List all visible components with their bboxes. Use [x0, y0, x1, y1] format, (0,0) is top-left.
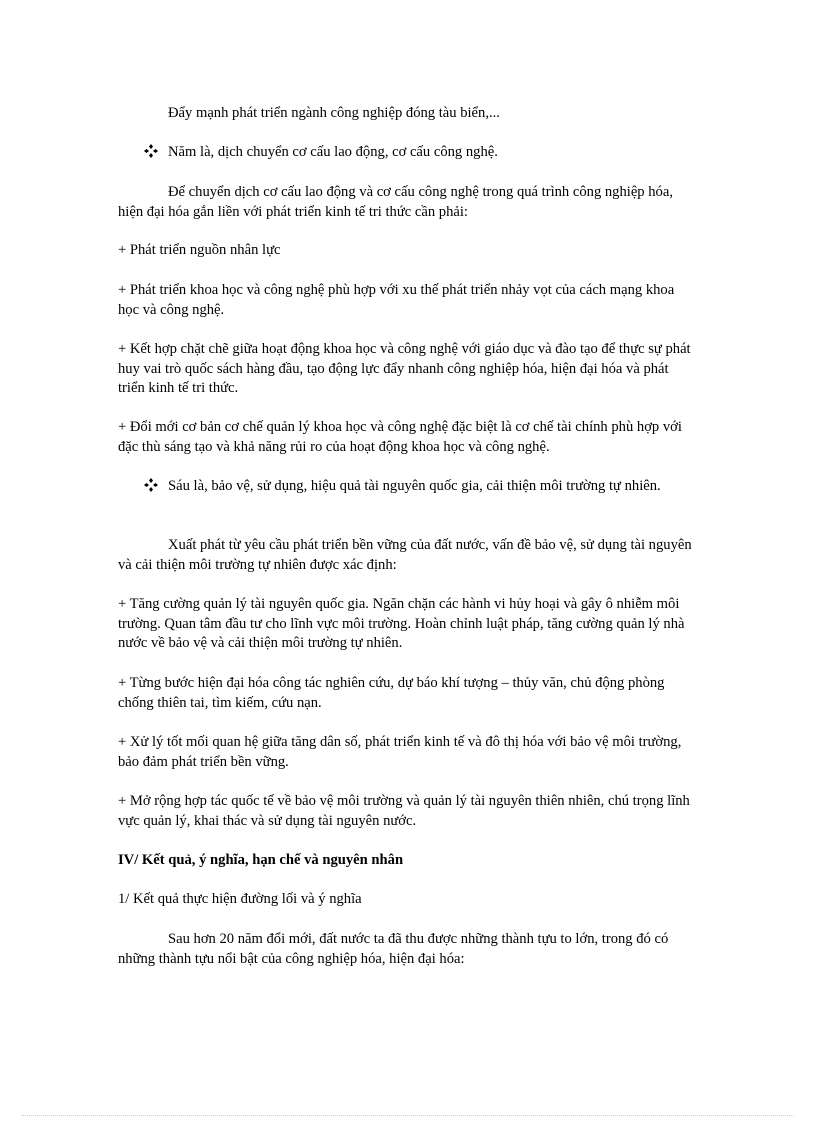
paragraph-management-reform: + Đổi mới cơ bản cơ chế quản lý khoa học và công nghệ đặc biệt là cơ chế tài chính phù hợp với đặc thù sáng tạo và khả năng rủi ro của hoạt động khoa học và công nghệ.	[118, 419, 682, 455]
paragraph-cooperation: + Mở rộng hợp tác quốc tế về bảo vệ môi trường và quản lý tài nguyên thiên nhiên, chú trọng lĩnh vực quản lý, khai thác và sử dụng tài nguyên nước.	[118, 793, 690, 829]
bullet-text: Năm là, dịch chuyển cơ cấu lao động, cơ cấu công nghệ.	[168, 144, 498, 160]
paragraph-human-resources: + Phát triển nguồn nhân lực	[118, 242, 281, 258]
paragraph-shipbuilding: Đẩy mạnh phát triển ngành công nghiệp đóng tàu biển,...	[168, 105, 500, 121]
bullet-text: Sáu là, bảo vệ, sử dụng, hiệu quả tài nguyên quốc gia, cải thiện môi trường tự nhiên.	[168, 478, 661, 494]
paragraph-education: + Kết hợp chặt chẽ giữa hoạt động khoa học và công nghệ với giáo dục và đào tạo để thực sự phát huy vai trò quốc sách hàng đầu, tạo động lực đẩy nhanh công nghiệp hóa, hiện đại hóa và phát triển kinh tế tri thức.	[118, 341, 691, 396]
paragraph-science-tech: + Phát triển khoa học và công nghệ phù hợp với xu thế phát triển nhảy vọt của cách mạng khoa học và công nghệ.	[118, 282, 675, 318]
paragraph-intro-labor: Để chuyển dịch cơ cấu lao động và cơ cấu công nghệ trong quá trình công nghiệp hóa, hiện đại hóa gắn liền với phát triển kinh tế tri thức cần phải:	[118, 184, 673, 220]
section-heading: IV/ Kết quả, ý nghĩa, hạn chế và nguyên nhân	[118, 852, 404, 868]
bullet-item-sixth	[168, 477, 696, 497]
four-diamond-bullet-icon	[143, 477, 159, 493]
paragraph-resource-management: + Tăng cường quản lý tài nguyên quốc gia. Ngăn chặn các hành vi hủy hoại và gây ô nhiễm môi trường. Quan tâm đầu tư cho lĩnh vực môi trường. Hoàn chỉnh luật pháp, tăng cường quản lý nhà nước về bảo vệ và cải thiện môi trường tự nhiên.	[118, 596, 685, 651]
bullet-item-fifth	[168, 143, 696, 163]
paragraph-achievements: Sau hơn 20 năm đổi mới, đất nước ta đã thu được những thành tựu to lớn, trong đó có những thành tựu nổi bật của công nghiệp hóa, hiện đại hóa:	[118, 931, 669, 967]
page-bottom-divider	[22, 1115, 794, 1116]
paragraph-forecasting: + Từng bước hiện đại hóa công tác nghiên cứu, dự báo khí tượng – thủy văn, chủ động phòng chống thiên tai, tìm kiếm, cứu nạn.	[118, 675, 665, 711]
paragraph-population: + Xử lý tốt mối quan hệ giữa tăng dân số, phát triển kinh tế và đô thị hóa với bảo vệ môi trường, bảo đảm phát triển bền vững.	[118, 734, 682, 770]
four-diamond-bullet-icon	[143, 143, 159, 159]
subsection-heading: 1/ Kết quả thực hiện đường lối và ý nghĩa	[118, 891, 362, 907]
paragraph-sustainable: Xuất phát từ yêu cầu phát triển bền vững của đất nước, vấn đề bảo vệ, sử dụng tài nguyên và cải thiện môi trường tự nhiên được xác định:	[118, 537, 692, 573]
